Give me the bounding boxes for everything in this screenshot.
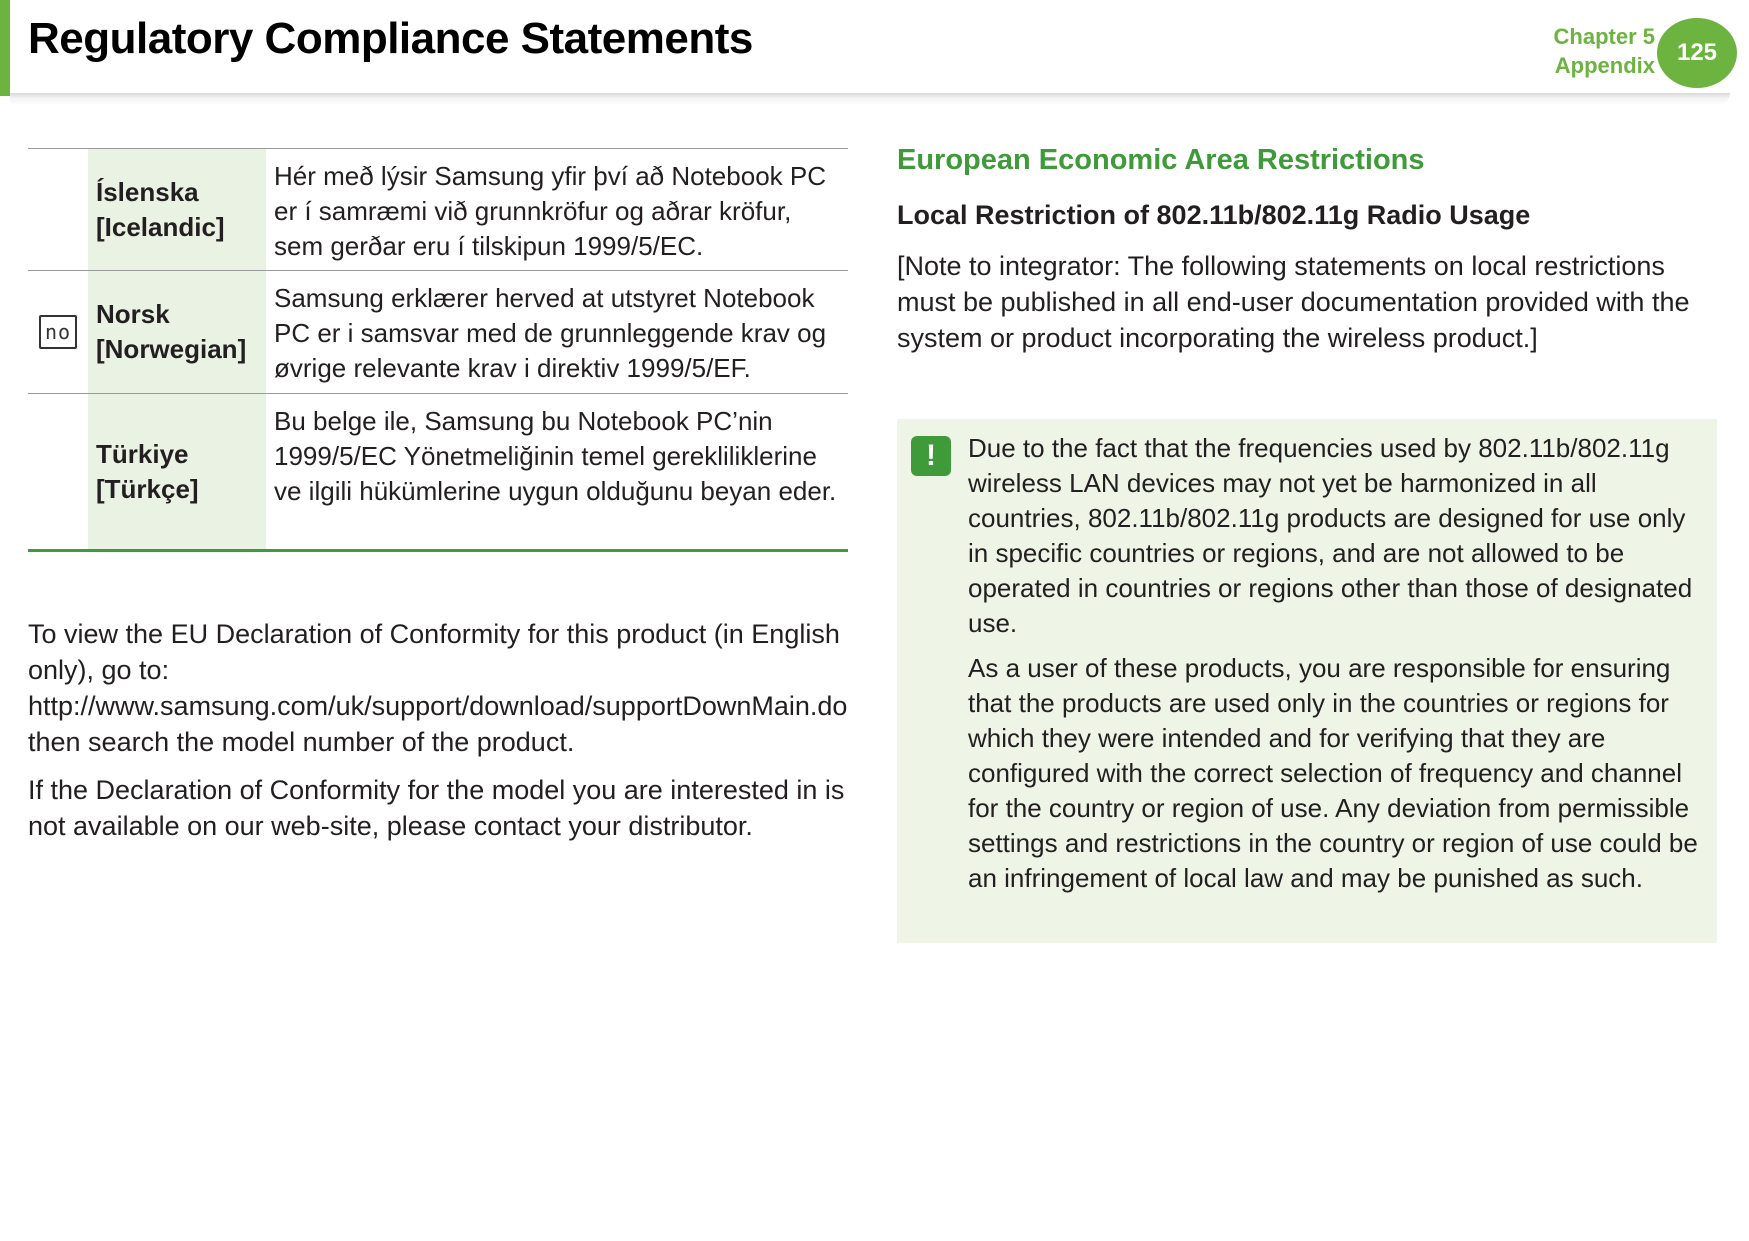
language-name-cell [88,271,266,393]
caution-paragraph: As a user of these products, you are responsible for ensuring that the products are used only in the countries or regions for which they were intended and for verifying that they are configured with the correct selection of frequency and channel for the country or region of use. Any deviation from permissible settings and restrictions in the country or region of use could be an infringement of local law and may be punished as such. [968,653,1698,893]
sub-heading: Local Restriction of 802.11b/802.11g Radio Usage [897,200,1531,230]
integrator-note: [Note to integrator: The following statements on local restrictions must be published in all end-user documentation provided with the system or product incorporating the wireless product.] [897,251,1690,353]
language-name-cell [88,394,266,549]
page-number-badge: 125 [1657,18,1737,88]
language-name: Íslenska [96,176,199,207]
distributor-contact-paragraph: If the Declaration of Conformity for the model you are interested in is not available on our web-site, please contact your distributor. [28,775,845,841]
caution-text [968,431,1698,906]
declaration-text: Bu belge ile, Samsung bu Notebook PC’nin 1999/5/EC Yönetmeliğinin temel gerekliliklerine ve ilgili hükümlerine uygun olduğunu beyan eder. [274,406,837,506]
language-name: Norsk [96,299,170,329]
language-name: Türkiye [96,438,189,469]
language-name-cell [88,149,266,270]
declaration-text: Hér með lýsir Samsung yfir því að Notebook PC er í samræmi við grunnkröfur og aðrar kröfur, sem gerðar eru í tilskipun 1999/5/EC. [274,161,826,261]
declaration-link-paragraph: To view the EU Declaration of Conformity for this product (in English only), go to: http://www.samsung.com/uk/support/download/supportDownMain.do then search the model number of the product. [28,619,848,757]
language-name-english: [Türkçe] [96,473,199,504]
table-row [28,394,848,552]
language-name-english: [Norwegian] [96,334,247,364]
caution-icon: ! [911,436,951,476]
page-title: Regulatory Compliance Statements [28,14,753,63]
caution-box [897,419,1717,943]
table-row [28,271,848,394]
flag-cell [28,149,88,270]
caution-paragraph: Due to the fact that the frequencies used by 802.11b/802.11g wireless LAN devices may not yet be harmonized in all countries, 802.11b/802.11g products are designed for use only in specific countries or regions, and are not allowed to be operated in countries or regions other than those of designated use. [968,433,1693,638]
declaration-language-table [28,148,848,552]
chapter-label [1554,22,1655,80]
header-accent-bar [0,0,10,96]
flag-cell [28,271,88,393]
table-row [28,149,848,271]
flag-cell [28,394,88,549]
norway-code-icon: no [39,315,77,349]
chapter-number: Chapter 5 [1553,24,1655,49]
header-divider [10,93,1730,105]
language-name-english: [Icelandic] [96,211,225,242]
section-heading: European Economic Area Restrictions [897,144,1425,176]
chapter-section: Appendix [1554,53,1655,78]
declaration-text: Samsung erklærer herved at utstyret Notebook PC er i samsvar med de grunnleggende krav og øvrige relevante krav i direktiv 1999/5/EF. [274,283,827,383]
